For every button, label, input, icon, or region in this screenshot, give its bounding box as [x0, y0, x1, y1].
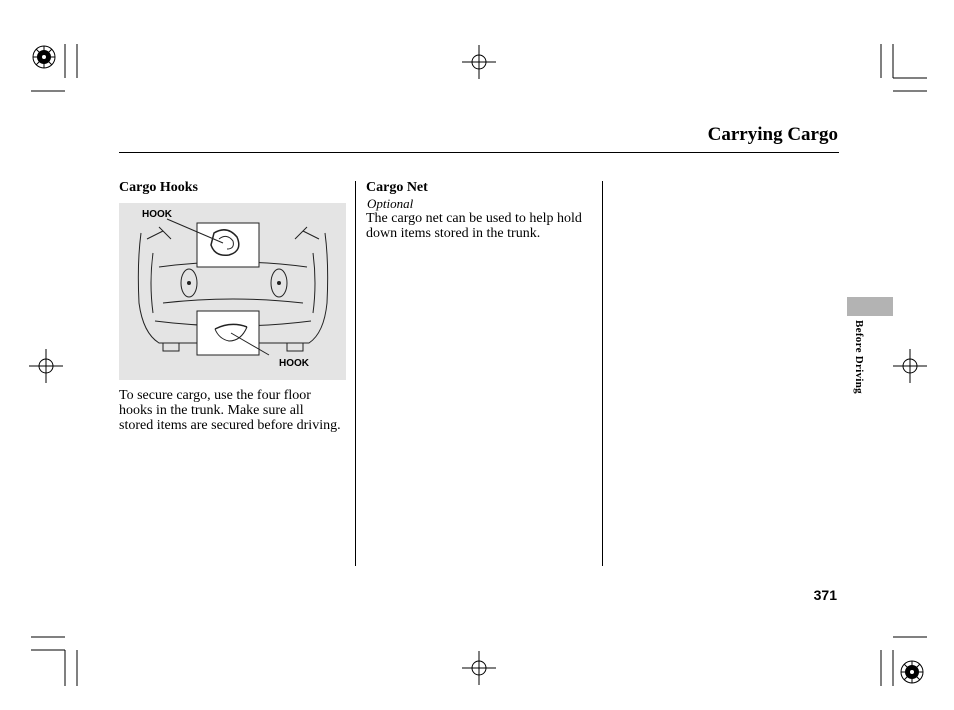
cargo-net-heading: Cargo Net: [366, 180, 428, 195]
cargo-hooks-heading: Cargo Hooks: [119, 180, 198, 195]
hook-label-top: HOOK: [142, 209, 172, 220]
registration-target-top-left: [33, 46, 55, 68]
section-tab: [847, 297, 893, 316]
column-divider-left: [355, 181, 356, 566]
cargo-hooks-body: To secure cargo, use the four floor hooks in the trunk. Make sure all stored items are secured before driving.: [119, 388, 341, 433]
section-tab-label: Before Driving: [853, 320, 865, 394]
hook-label-bottom: HOOK: [279, 358, 309, 369]
optional-note: Optional: [367, 196, 414, 211]
registration-target-bottom-right: [901, 661, 923, 683]
trunk-illustration: [119, 203, 346, 380]
title-rule: [119, 152, 839, 153]
page-title: Carrying Cargo: [707, 124, 838, 145]
cargo-net-body: The cargo net can be used to help hold down items stored in the trunk.: [366, 211, 582, 241]
page-number: 371: [813, 587, 837, 603]
column-divider-right: [602, 181, 603, 566]
cargo-hooks-figure: [119, 203, 346, 380]
